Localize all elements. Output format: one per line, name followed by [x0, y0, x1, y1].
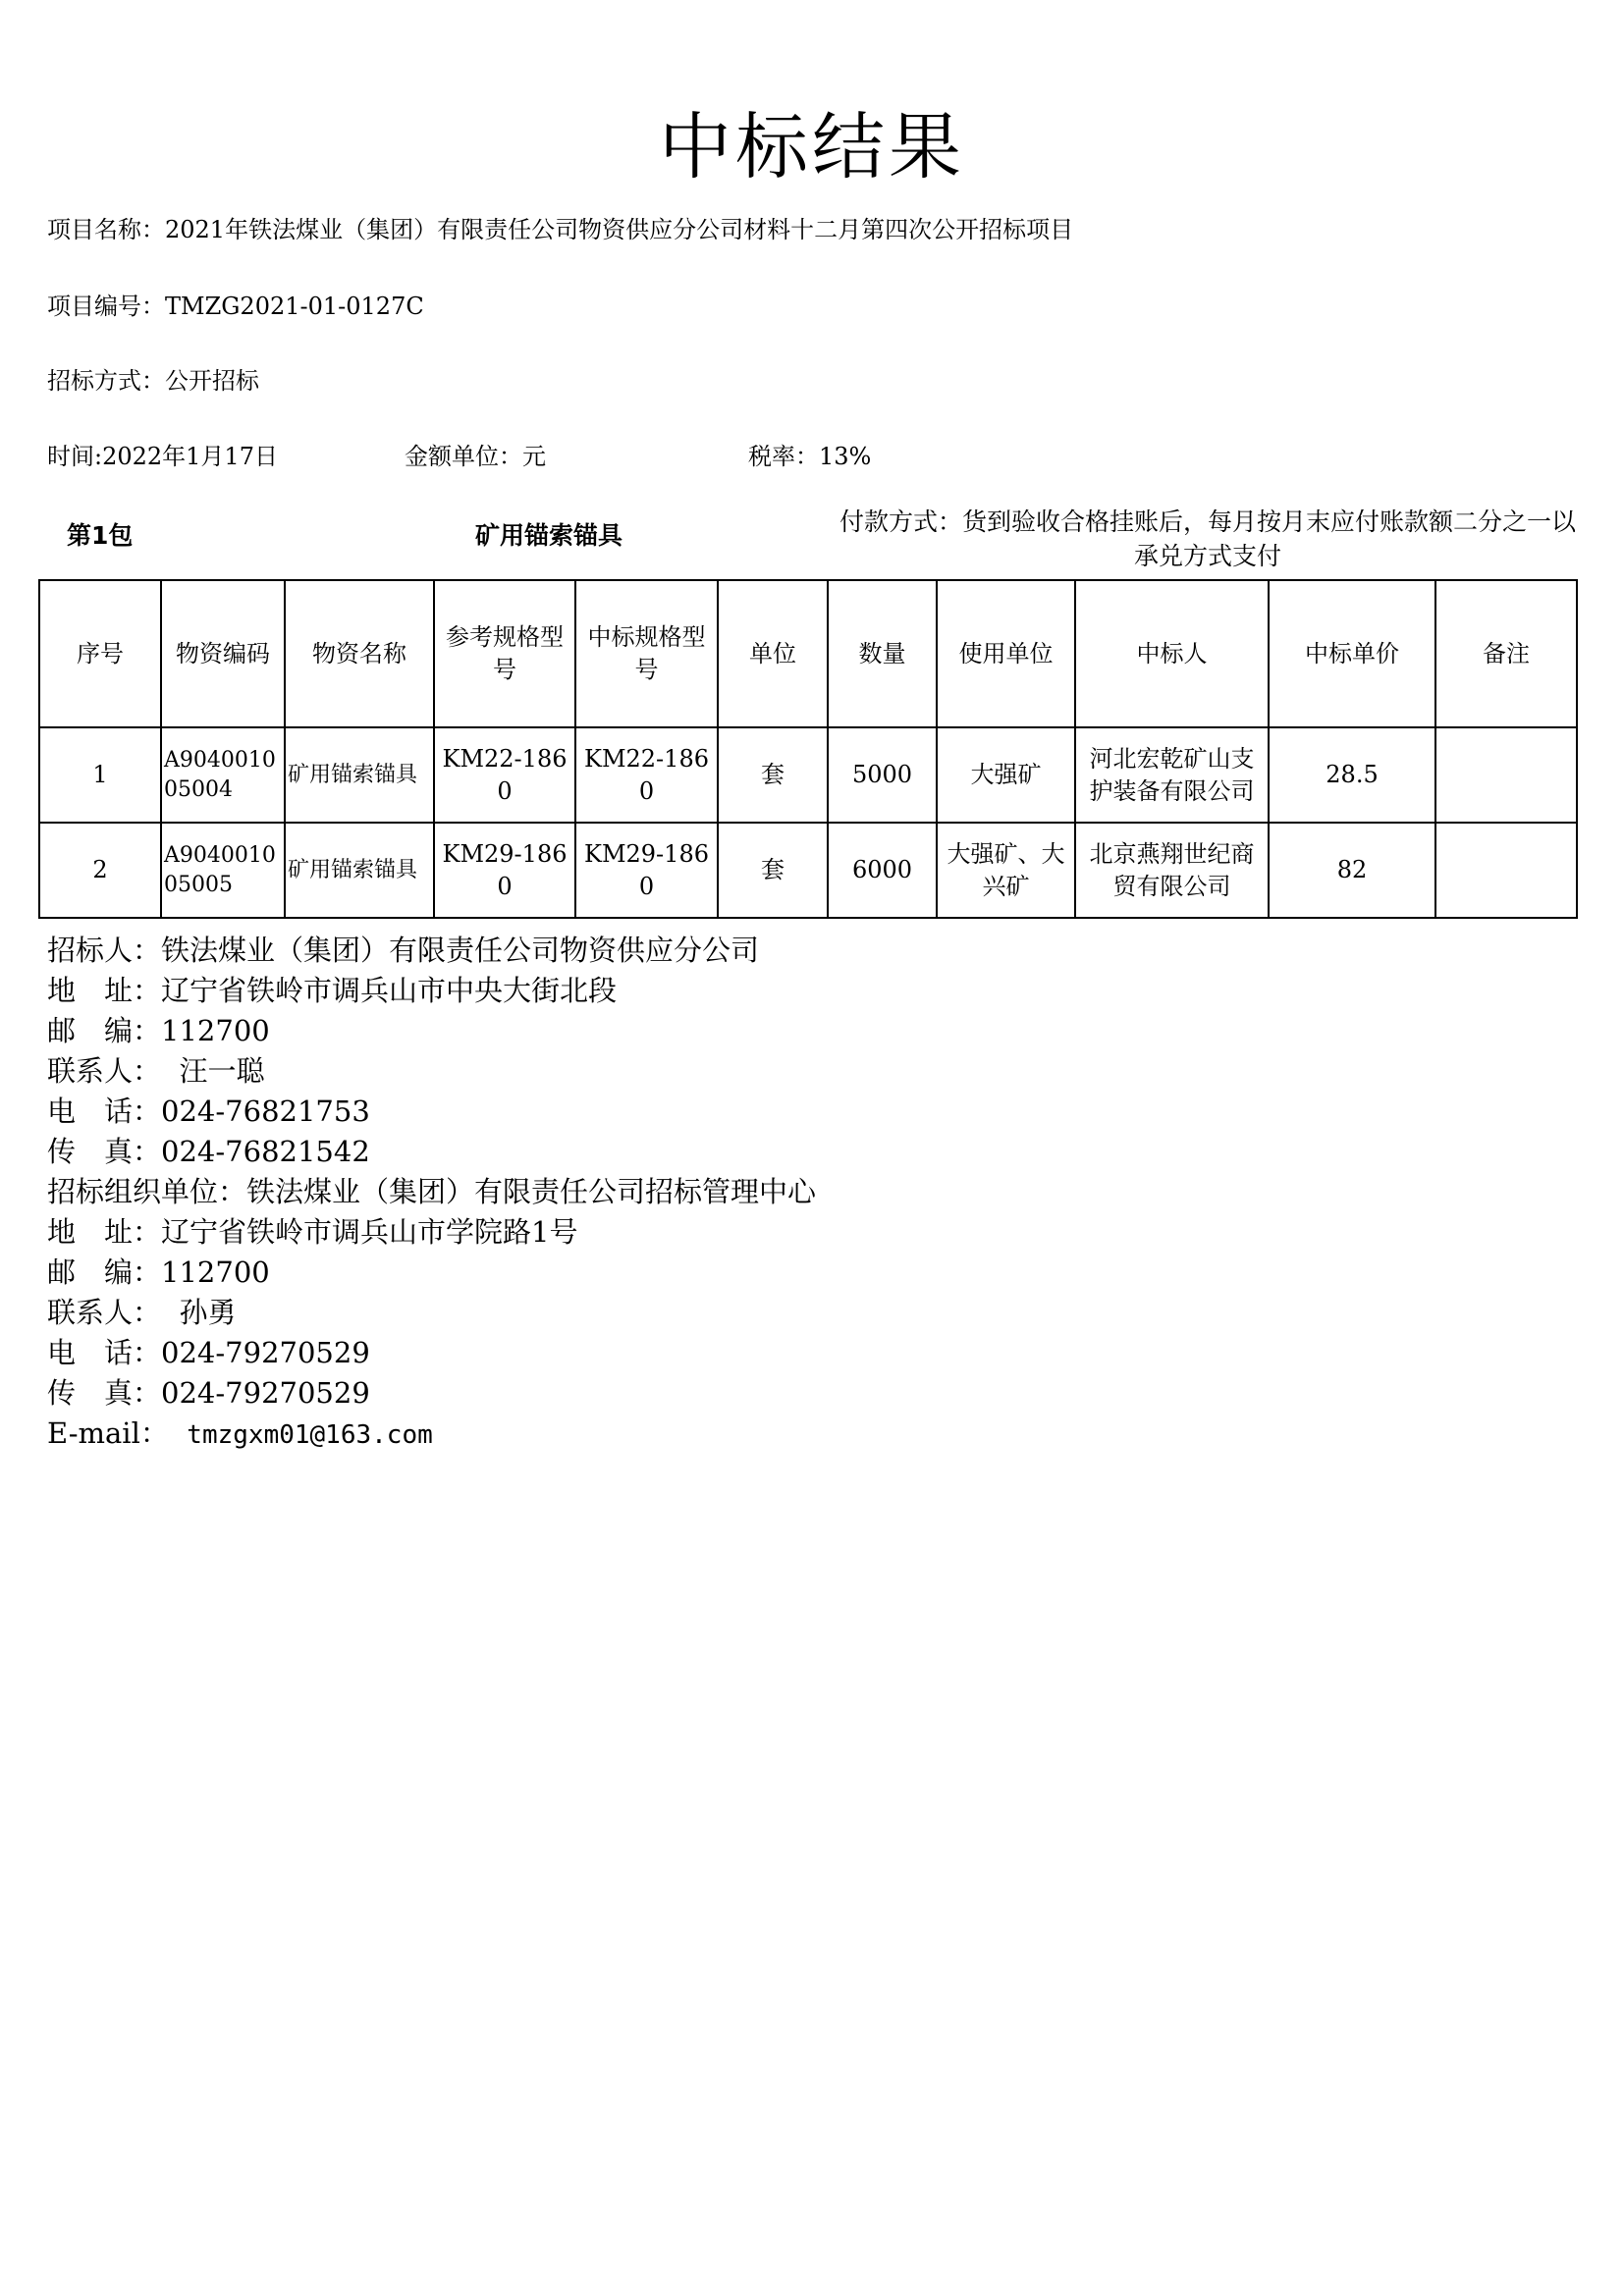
agency-label: 招标组织单位： — [47, 1175, 247, 1208]
col-header-no: 序号 — [39, 580, 161, 727]
cell-user: 大强矿、大兴矿 — [937, 823, 1075, 918]
table-row — [39, 727, 1577, 823]
cell-no: 2 — [39, 823, 161, 918]
col-header-price: 中标单价 — [1269, 580, 1435, 727]
agency-email-label: E-mail： — [47, 1416, 169, 1450]
agency-address-line — [47, 1212, 816, 1253]
project-number: TMZG2021-01-0127C — [165, 293, 424, 320]
agency-address: 辽宁省铁岭市调兵山市学院路1号 — [161, 1215, 578, 1249]
agency-line — [47, 1172, 816, 1212]
tenderer-label: 招标人： — [47, 934, 162, 967]
tenderer-address-line — [47, 971, 816, 1011]
col-header-user: 使用单位 — [937, 580, 1075, 727]
cell-win-spec: KM22-1860 — [575, 727, 718, 823]
cell-code: A904001005004 — [161, 727, 285, 823]
agency-postcode: 112700 — [161, 1255, 270, 1289]
agency-postcode-line — [47, 1253, 816, 1293]
cell-price: 82 — [1269, 823, 1435, 918]
col-header-name: 物资名称 — [285, 580, 434, 727]
cell-price: 28.5 — [1269, 727, 1435, 823]
tenderer-postcode-label: 邮 编： — [47, 1014, 162, 1047]
package-name: 矿用锚索锚具 — [475, 521, 623, 550]
agency-value: 铁法煤业（集团）有限责任公司招标管理中心 — [246, 1175, 817, 1208]
agency-fax: 024-79270529 — [161, 1376, 370, 1410]
tenderer-fax-line — [47, 1132, 816, 1172]
agency-address-label: 地 址： — [47, 1215, 162, 1249]
tender-method: 公开招标 — [165, 367, 259, 395]
time-line — [47, 441, 278, 472]
tender-method-line — [47, 365, 259, 397]
agency-email-line — [47, 1414, 816, 1454]
tenderer-contact-line — [47, 1051, 816, 1092]
cell-no: 1 — [39, 727, 161, 823]
cell-note — [1435, 823, 1577, 918]
page-title: 中标结果 — [659, 105, 965, 189]
tenderer-phone-label: 电 话： — [47, 1095, 162, 1128]
contact-section — [47, 931, 816, 1454]
table-header-row — [39, 580, 1577, 727]
cell-winner: 河北宏乾矿山支护装备有限公司 — [1075, 727, 1269, 823]
tenderer-phone-line — [47, 1092, 816, 1132]
cell-unit: 套 — [718, 823, 828, 918]
tenderer-contact: 汪一聪 — [179, 1054, 265, 1088]
result-table — [38, 579, 1578, 919]
agency-contact-label: 联系人： — [47, 1296, 162, 1329]
agency-postcode-label: 邮 编： — [47, 1255, 162, 1289]
cell-ref-spec: KM22-1860 — [434, 727, 575, 823]
agency-phone: 024-79270529 — [161, 1336, 370, 1369]
cell-qty: 6000 — [828, 823, 937, 918]
cell-name: 矿用锚索锚具 — [285, 727, 434, 823]
col-header-win-spec: 中标规格型号 — [575, 580, 718, 727]
cell-winner: 北京燕翔世纪商贸有限公司 — [1075, 823, 1269, 918]
agency-email[interactable]: tmzgxm01@163.com — [187, 1420, 433, 1450]
project-name-label: 项目名称： — [47, 216, 165, 243]
project-number-line — [47, 291, 424, 322]
agency-fax-label: 传 真： — [47, 1376, 162, 1410]
table-row — [39, 823, 1577, 918]
col-header-unit: 单位 — [718, 580, 828, 727]
tender-time: 时间:2022年1月17日 — [47, 443, 278, 470]
tenderer-address: 辽宁省铁岭市调兵山市中央大街北段 — [161, 974, 618, 1007]
col-header-note: 备注 — [1435, 580, 1577, 727]
tenderer-fax-label: 传 真： — [47, 1135, 162, 1168]
agency-contact-line — [47, 1293, 816, 1333]
tax-rate: 税率：13% — [748, 443, 872, 470]
col-header-ref-spec: 参考规格型号 — [434, 580, 575, 727]
col-header-qty: 数量 — [828, 580, 937, 727]
cell-qty: 5000 — [828, 727, 937, 823]
cell-code: A904001005005 — [161, 823, 285, 918]
col-header-code: 物资编码 — [161, 580, 285, 727]
project-number-label: 项目编号： — [47, 293, 165, 320]
tenderer-contact-label: 联系人： — [47, 1054, 162, 1088]
tenderer-postcode: 112700 — [161, 1014, 270, 1047]
agency-phone-label: 电 话： — [47, 1336, 162, 1369]
cell-win-spec: KM29-1860 — [575, 823, 718, 918]
col-header-winner: 中标人 — [1075, 580, 1269, 727]
currency-unit: 金额单位：元 — [405, 443, 546, 470]
agency-phone-line — [47, 1333, 816, 1373]
cell-user: 大强矿 — [937, 727, 1075, 823]
cell-note — [1435, 727, 1577, 823]
package-label: 第1包 — [67, 521, 134, 550]
tenderer-address-label: 地 址： — [47, 974, 162, 1007]
tenderer-value: 铁法煤业（集团）有限责任公司物资供应分公司 — [161, 934, 760, 967]
cell-ref-spec: KM29-1860 — [434, 823, 575, 918]
payment-terms: 付款方式：货到验收合格挂账后，每月按月末应付账款额二分之一以承兑方式支付 — [839, 507, 1576, 570]
tender-method-label: 招标方式： — [47, 367, 165, 395]
tenderer-postcode-line — [47, 1011, 816, 1051]
project-name: 2021年铁法煤业（集团）有限责任公司物资供应分公司材料十二月第四次公开招标项目 — [165, 216, 1074, 243]
agency-fax-line — [47, 1373, 816, 1414]
tenderer-fax: 024-76821542 — [161, 1135, 370, 1168]
tenderer-line — [47, 931, 816, 971]
agency-contact: 孙勇 — [179, 1296, 237, 1329]
project-name-line — [47, 214, 1073, 245]
tenderer-phone: 024-76821753 — [161, 1095, 370, 1128]
cell-name: 矿用锚索锚具 — [285, 823, 434, 918]
cell-unit: 套 — [718, 727, 828, 823]
